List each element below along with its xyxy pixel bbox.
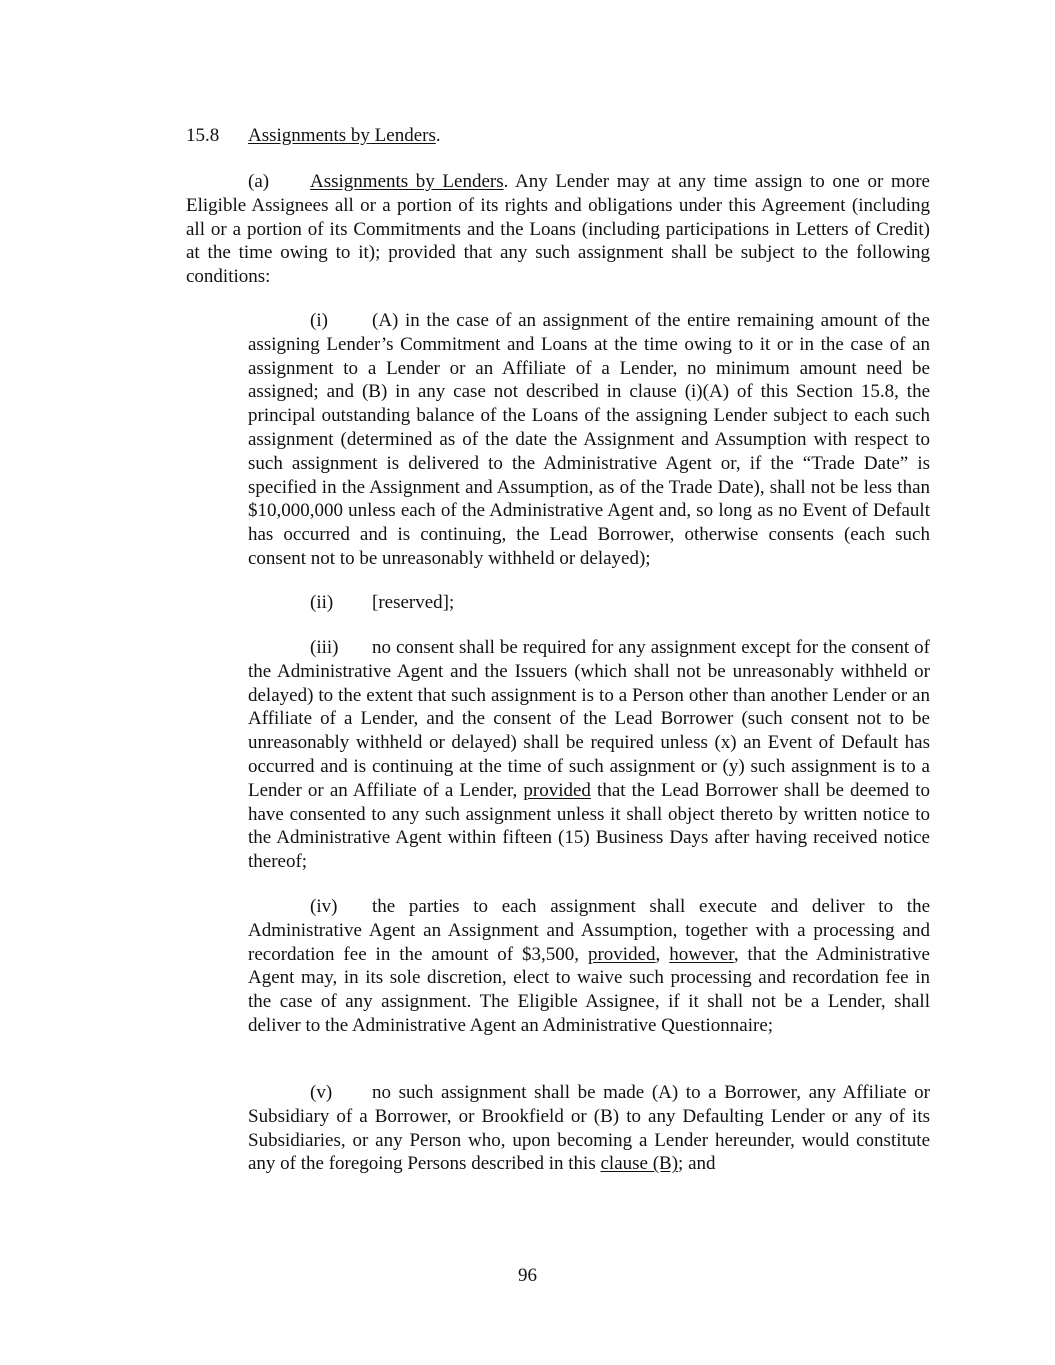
clause-iii-text-1: no consent shall be required for any assignment except for the consent of the Administrative Agent and the Issuers (which shall not be unreasonably withheld or delayed) to the extent that such assignment is to a Person other than another Lender or an Affiliate of a Lender, and the consent of the Lead Borrower (such consent not to be unreasonably withheld or delayed) shall be required unless (x) an Event of Default has occurred and is continuing at the time of such assignment or (y) such assignment is to a Lender or an Affiliate of a Lender, — [248, 637, 930, 801]
clause-v — [248, 1081, 930, 1176]
section-title: Assignments by Lenders — [248, 125, 436, 146]
section-heading — [186, 124, 441, 148]
clause-i — [248, 309, 930, 571]
clause-iv-label: (iv) — [310, 896, 338, 917]
clause-ii-label: (ii) — [310, 592, 334, 613]
clause-v-clause-b: clause (B) — [600, 1153, 679, 1175]
clause-v-text-2: ; and — [678, 1153, 716, 1175]
clause-iv-however: however — [669, 943, 734, 965]
clause-iv-text-1: the parties to each assignment shall execute and deliver to the Administrative Agent an Assignment and Assumption, together with a processing and recordation fee in the amount of $3,500, — [248, 896, 930, 965]
clause-iv-provided: provided — [587, 943, 656, 965]
clause-v-text-1: no such assignment shall be made (A) to a Borrower, any Affiliate or Subsidiary of a Borrower, or Brookfield or (B) to any Defaulting Lender or any of its Subsidiaries, or any Person who, upon becoming a Lender hereunder, would constitute any of the foregoing Persons described in this — [248, 1082, 930, 1175]
clause-iv-separator: , — [655, 943, 670, 965]
section-number: 15.8 — [186, 125, 220, 146]
clause-iv-text-2: , that the Administrative Agent may, in its sole discretion, elect to waive such processing and recordation fee in the case of any assignment. The Eligible Assignee, if it shall not be a Lender, shall deliver to the Administrative Agent an Administrative Questionnaire; — [248, 943, 930, 1036]
clause-iii-text-2: that the Lead Borrower shall be deemed to have consented to any such assignment unless it shall object thereto by written notice to the Administrative Agent within fifteen (15) Business Days after having received notice thereof; — [248, 779, 930, 873]
section-title-suffix: . — [435, 125, 441, 146]
clause-iii — [248, 636, 930, 874]
clause-v-label: (v) — [310, 1082, 333, 1103]
paragraph-a — [186, 170, 930, 289]
page-number: 96 — [518, 1265, 537, 1286]
paragraph-a-label: (a) — [248, 171, 270, 192]
clause-i-label: (i) — [310, 310, 328, 331]
clause-iii-label: (iii) — [310, 637, 339, 658]
paragraph-a-heading: Assignments by Lenders — [310, 171, 504, 192]
paragraph-a-text: . Any Lender may at any time assign to one or more Eligible Assignees all or a portion of its rights and obligations under this Agreement (including all or a portion of its Commitments and the Loans (including participations in Letters of Credit) at the time owing to it); provided that any such assignment shall be subject to the following conditions: — [186, 171, 930, 288]
clause-ii — [248, 591, 930, 615]
clause-iv — [248, 895, 930, 1038]
clause-ii-text: [reserved]; — [372, 592, 455, 613]
clause-iii-provided: provided — [523, 779, 591, 801]
clause-i-text: (A) in the case of an assignment of the entire remaining amount of the assigning Lender’s Commitment and Loans at the time owing to it or in the case of an assignment to a Lender or an Affiliate of a Lender, no minimum amount need be assigned; and (B) in any case not described in clause (i)(A) of this Section 15.8, the principal outstanding balance of the Loans of the assigning Lender subject to each such assignment (determined as of the date the Assignment and Assumption with respect to such assignment is delivered to the Administrative Agent or, if the “Trade Date” is specified in the Assignment and Assumption, as of the Trade Date), shall not be less than $10,000,000 unless each of the Administrative Agent and, so long as no Event of Default has occurred and is continuing, the Lead Borrower, otherwise consents (each such consent not to be unreasonably withheld or delayed); — [248, 310, 930, 569]
